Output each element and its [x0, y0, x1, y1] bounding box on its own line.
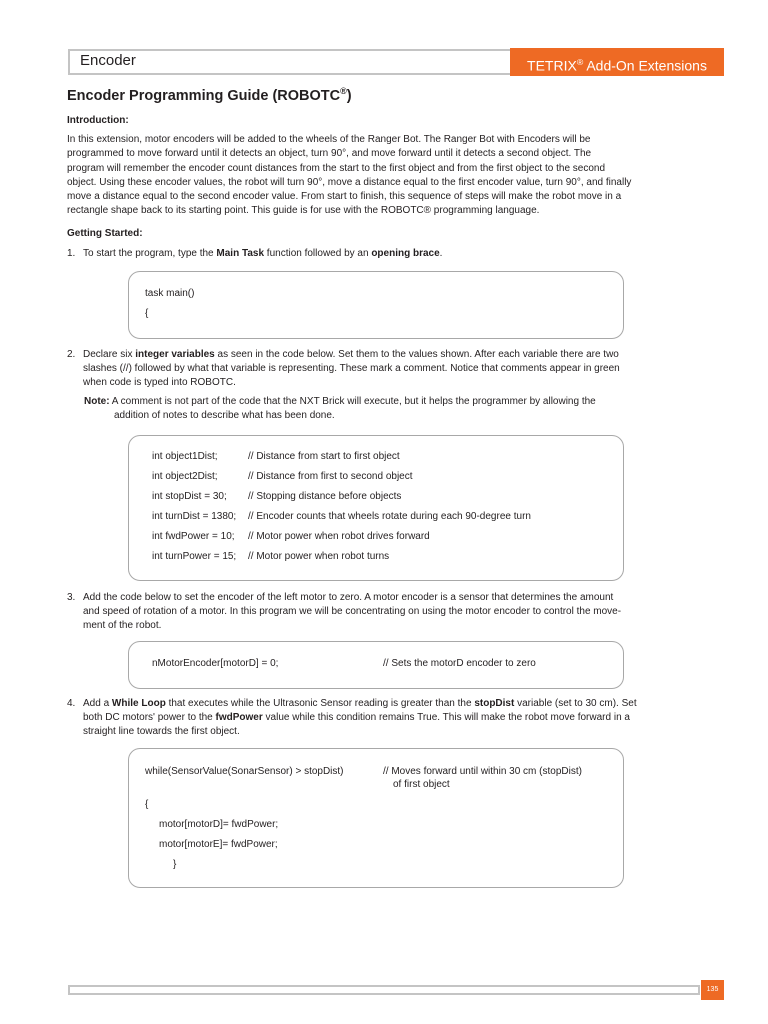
- footer-bar: [68, 985, 700, 995]
- code-decl: int fwdPower = 10;: [152, 531, 235, 542]
- header-brand-rest: Add-On Extensions: [583, 57, 707, 74]
- intro-line: move a distance equal to the second encoder value. From start to finish, this sequence of steps will make the robot move in a: [67, 191, 622, 203]
- intro-line: program will remember the encoder count distances from the start to the first object and from the first object to the second: [67, 162, 606, 174]
- page-number: 135: [701, 980, 724, 1000]
- code-comment: // Distance from first to second object: [248, 471, 413, 482]
- code-decl: int turnDist = 1380;: [152, 511, 237, 522]
- code-decl: int stopDist = 30;: [152, 491, 227, 502]
- intro-line: In this extension, motor encoders will be added to the wheels of the Ranger Bot. The Ranger Bot with Encoders will be: [67, 134, 591, 145]
- code-box-main-task: [128, 271, 624, 339]
- intro-line: object. Using these encoder values, the robot will turn 90°, move a distance equal to the first encoder value, turn 90°, and finally: [67, 176, 632, 188]
- step-2: 2. Declare six integer variables as seen in the code below. Set them to the values shown. After each variable there are two slashes (//) followed by what that variable is representing. These mark a comment. Notice that comments appear in green when code is typed into ROBOTC.: [67, 349, 620, 388]
- step-number: 2.: [67, 349, 76, 360]
- intro-heading: Introduction:: [67, 115, 129, 126]
- code-comment: of first object: [393, 779, 450, 790]
- code-statement: nMotorEncoder[motorD] = 0;: [152, 658, 279, 669]
- code-motor-e: motor[motorE]= fwdPower;: [159, 839, 278, 850]
- code-decl: int object1Dist;: [152, 451, 218, 462]
- code-comment: // Distance from start to first object: [248, 451, 400, 462]
- step-number: 1.: [67, 248, 76, 259]
- code-comment: // Sets the motorD encoder to zero: [383, 658, 536, 669]
- getting-started-heading: Getting Started:: [67, 228, 143, 239]
- header-section-title: Encoder: [80, 52, 136, 69]
- code-decl: int turnPower = 15;: [152, 551, 237, 562]
- code-comment: // Stopping distance before objects: [248, 491, 402, 502]
- note: Note: A comment is not part of the code that the NXT Brick will execute, but it helps the programmer by allowing the addition of notes to describe what has been done.: [84, 396, 596, 421]
- step-number: 3.: [67, 592, 76, 603]
- step-number: 4.: [67, 698, 76, 709]
- code-line: task main(): [145, 288, 195, 299]
- code-decl: int object2Dist;: [152, 471, 218, 482]
- code-close-brace: }: [173, 859, 177, 870]
- step-4: 4. Add a While Loop that executes while the Ultrasonic Sensor reading is greater than the stopDist variable (set to 30 cm). Set both DC motors' power to the fwdPower value while this condition remains True. This will make the robot move forward in a straight line towards the first object.: [67, 698, 637, 737]
- intro-line: programmed to move forward until it detects an object, turn 90°, and move forward until it detects a second object. The: [67, 148, 592, 160]
- code-comment: // Encoder counts that wheels rotate during each 90-degree turn: [248, 511, 531, 522]
- code-comment: // Motor power when robot drives forward: [248, 531, 430, 542]
- code-while: while(SensorValue(SonarSensor) > stopDist): [145, 766, 344, 777]
- code-comment: // Moves forward until within 30 cm (stopDist): [383, 766, 582, 777]
- code-open-brace: {: [145, 799, 149, 810]
- step-3: 3. Add the code below to set the encoder of the left motor to zero. A motor encoder is a sensor that determines the amount and speed of rotation of a motor. In this program we will be concentrating on using the motor encoder to control the move- ment of the robot.: [67, 592, 622, 631]
- intro-paragraph: [67, 133, 717, 219]
- intro-line: rectangle shape back to its starting point. This guide is for use with the ROBOTC® programming language.: [67, 205, 540, 217]
- header-brand-name: TETRIX: [527, 57, 577, 74]
- code-comment: // Motor power when robot turns: [248, 551, 390, 562]
- header-brand-registered: ®: [576, 57, 584, 67]
- step-1: 1. To start the program, type the Main Task function followed by an opening brace.: [67, 248, 443, 259]
- page-title: Encoder Programming Guide (ROBOTC®): [67, 86, 352, 104]
- code-line: {: [145, 308, 149, 319]
- code-motor-d: motor[motorD]= fwdPower;: [159, 819, 279, 830]
- header-brand-banner: [510, 48, 724, 76]
- note-label: Note:: [84, 396, 110, 407]
